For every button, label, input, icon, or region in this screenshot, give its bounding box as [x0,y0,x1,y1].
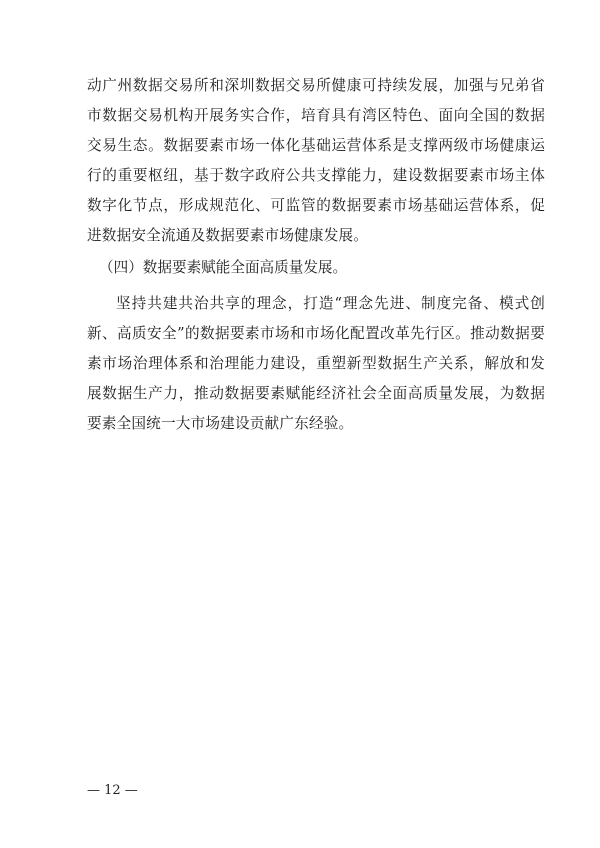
body-paragraph-continued: 动广州数据交易所和深圳数据交易所健康可持续发展，加强与兄弟省市数据交易机构开展务实合作，培育具有湾区特色、面向全国的数据交易生态。数据要素市场一体化基础运营体系是支撑两级市场健康运行的重要枢纽，基于数字政府公共支撑能力，建设数据要素市场主体数字化节点，形成规范化、可监管的数据要素市场基础运营体系，促进数据安全流通及数据要素市场健康发展。 [87,77,545,244]
page-number: — 12 — [87,783,138,798]
body-paragraph: 坚持共建共治共享的理念，打造“理念先进、制度完备、模式创新、高质安全”的数据要素市场和市场化配置改革先行区。推动数据要素市场治理体系和治理能力建设，重塑新型数据生产关系，解放和发展数据生产力，推动数据要素赋能经济社会全面高质量发展，为数据要素全国统一大市场建设贡献广东经验。 [87,295,545,432]
section-heading-4: （四）数据要素赋能全面高质量发展。 [99,259,348,276]
